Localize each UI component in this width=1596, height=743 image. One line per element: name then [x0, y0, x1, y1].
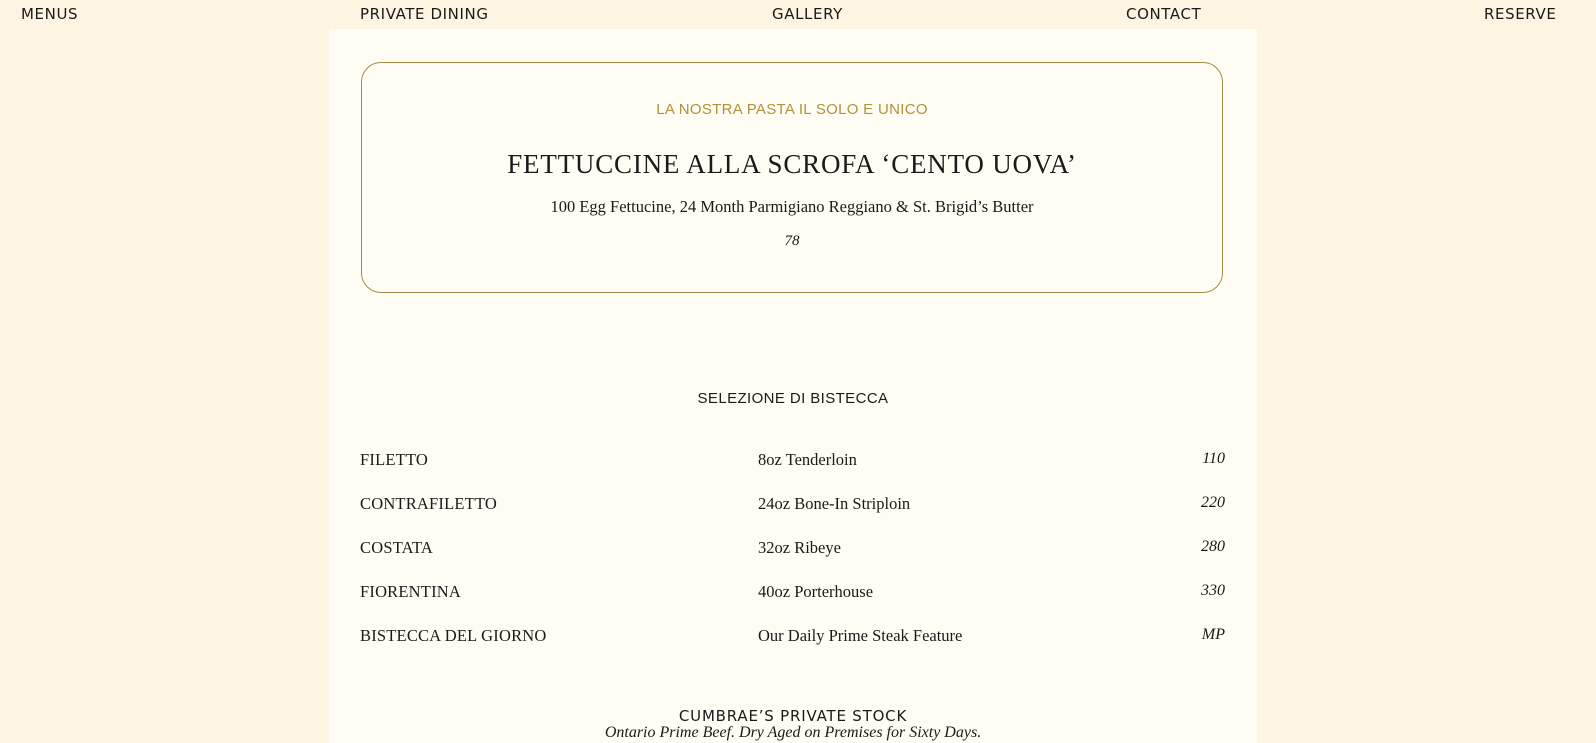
menu-item-name: COSTATA — [360, 538, 434, 557]
menu-item-price: MP — [1201, 626, 1225, 643]
menu-item-price: 280 — [1201, 538, 1225, 555]
menu-item-description: 32oz Ribeye — [758, 538, 841, 557]
nav-reserve-link[interactable]: RESERVE — [1484, 5, 1557, 23]
menu-item-price: 110 — [1202, 450, 1225, 467]
menu-item-name: FILETTO — [360, 450, 429, 469]
menu-item — [360, 626, 1225, 670]
steak-section-title: SELEZIONE DI BISTECCA — [697, 390, 889, 407]
menu-item — [360, 538, 1225, 582]
menu-item-description: 24oz Bone-In Striploin — [758, 494, 911, 513]
menu-item-name: CONTRAFILETTO — [360, 494, 498, 513]
top-navigation — [0, 0, 1596, 28]
menu-item-price: 220 — [1201, 494, 1225, 511]
menu-item-name: FIORENTINA — [360, 582, 461, 601]
menu-item-description: 8oz Tenderloin — [758, 450, 857, 469]
menu-item-name: BISTECCA DEL GIORNO — [360, 626, 547, 645]
nav-gallery-link[interactable]: GALLERY — [772, 5, 843, 23]
menu-item — [360, 494, 1225, 538]
nav-menus-link[interactable]: MENUS — [21, 5, 79, 23]
menu-item — [360, 582, 1225, 626]
featured-pasta-card — [361, 62, 1223, 293]
menu-item-description: 40oz Porterhouse — [758, 582, 874, 601]
featured-kicker: LA NOSTRA PASTA IL SOLO E UNICO — [656, 101, 928, 118]
featured-dish-description: 100 Egg Fettucine, 24 Month Parmigiano Reggiano & St. Brigid’s Butter — [550, 197, 1034, 216]
nav-contact-link[interactable]: CONTACT — [1126, 5, 1202, 23]
menu-item-description: Our Daily Prime Steak Feature — [758, 626, 963, 645]
steak-menu-list — [360, 450, 1225, 670]
featured-dish-price: 78 — [784, 233, 800, 249]
menu-panel — [329, 29, 1257, 743]
menu-item-price: 330 — [1201, 582, 1225, 599]
private-stock-title: CUMBRAE’S PRIVATE STOCK — [678, 707, 908, 725]
private-stock-subtitle: Ontario Prime Beef. Dry Aged on Premises for Sixty Days. — [604, 724, 982, 741]
menu-item — [360, 450, 1225, 494]
featured-dish-title: FETTUCCINE ALLA SCROFA ‘CENTO UOVA’ — [507, 149, 1077, 179]
nav-private-dining-link[interactable]: PRIVATE DINING — [360, 5, 489, 23]
